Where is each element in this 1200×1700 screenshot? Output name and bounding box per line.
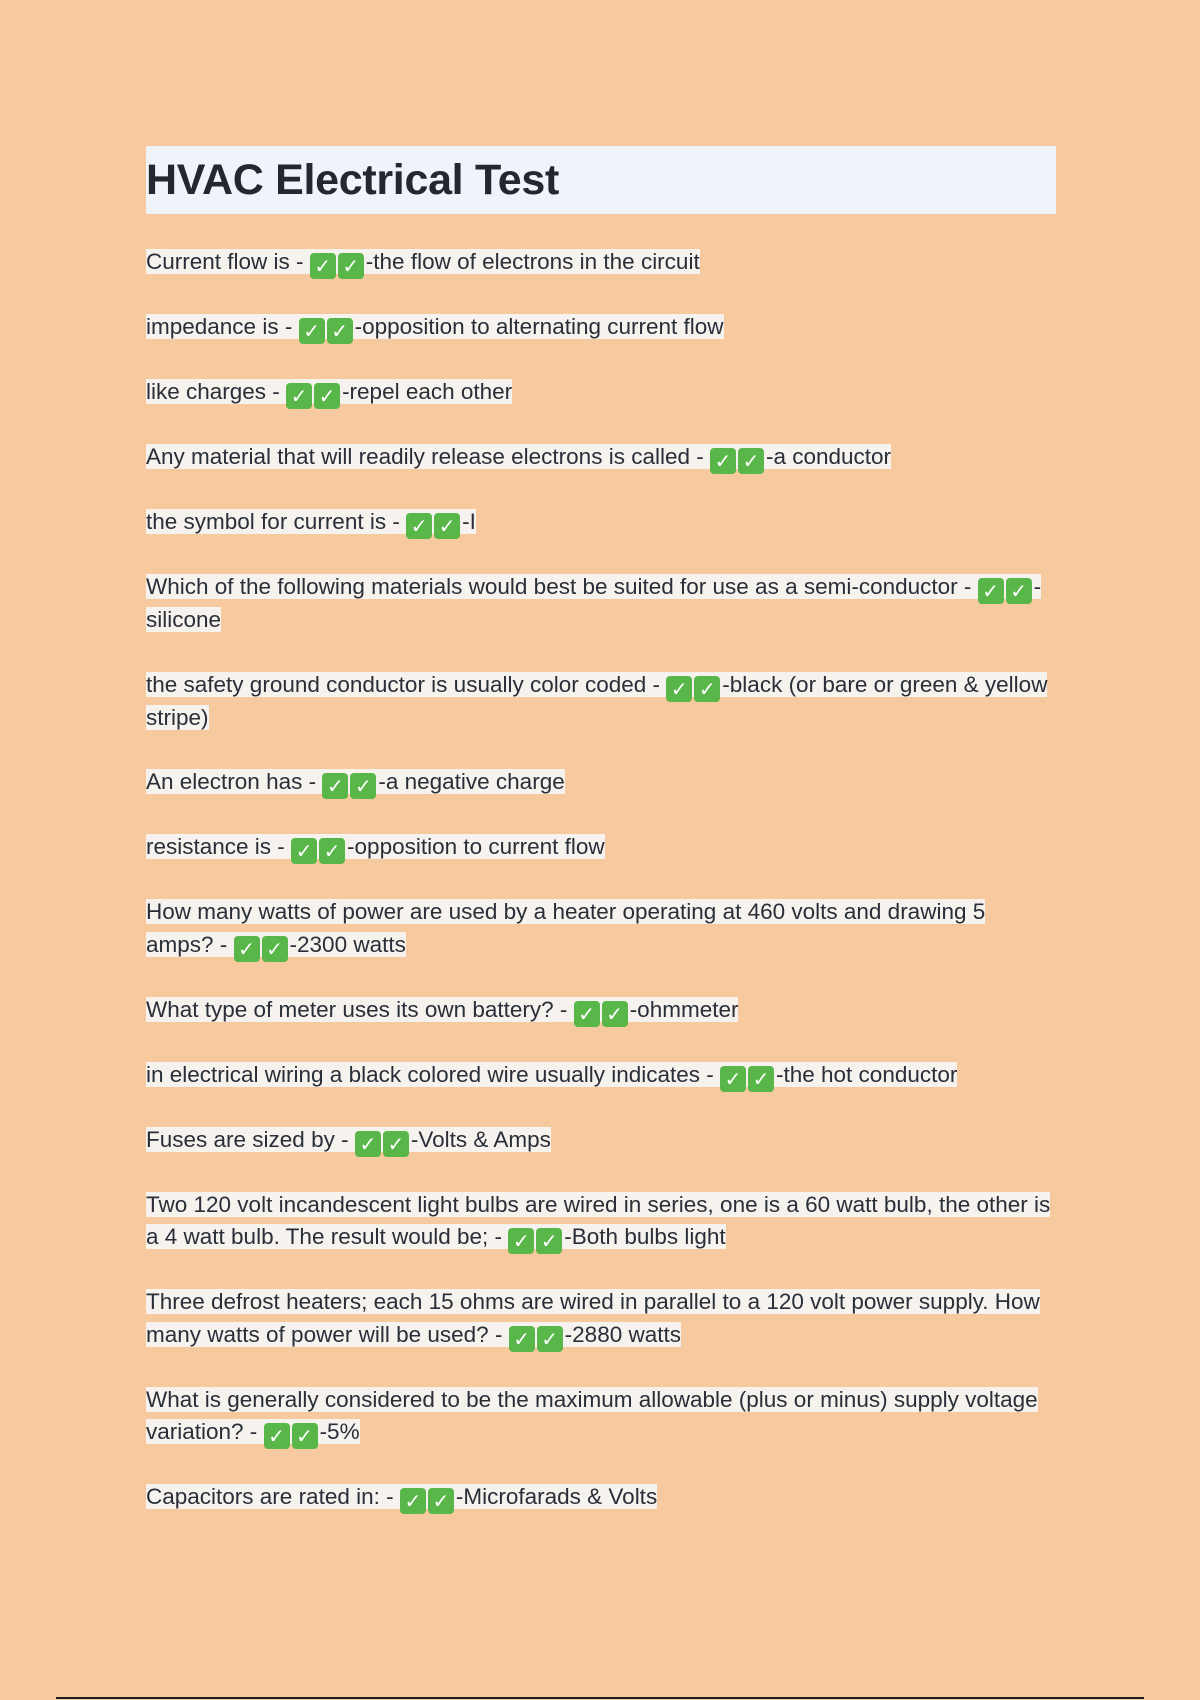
check-mark-icon: ✓ [720, 1066, 746, 1092]
qa-highlight [146, 444, 892, 473]
qa-item [146, 571, 1056, 637]
question-text: An electron has - [146, 769, 323, 794]
check-mark-icon: ✓ [314, 383, 340, 409]
question-text: in electrical wiring a black colored wire usually indicates - [146, 1061, 720, 1087]
qa-item [146, 506, 1056, 539]
question-text: Capacitors are rated in: - [146, 1484, 400, 1509]
qa-highlight [146, 996, 739, 1026]
answer-text: -silicone [146, 574, 1042, 632]
qa-item [146, 1481, 1056, 1514]
question-text: What type of meter uses its own battery? - [146, 996, 574, 1022]
qa-highlight [146, 1061, 958, 1091]
qa-highlight [146, 672, 1047, 730]
check-mark-icon: ✓ [319, 838, 345, 864]
qa-highlight [146, 379, 513, 408]
check-mark-icon: ✓ [299, 318, 325, 344]
check-mark-icon: ✓ [286, 383, 312, 409]
check-mark-icon: ✓ [710, 448, 736, 474]
check-mark-icon: ✓ [536, 1228, 562, 1254]
question-text: Which of the following materials would best be suited for use as a semi-conductor - [146, 574, 978, 599]
check-mark-icon: ✓ [338, 253, 364, 279]
qa-item [146, 311, 1056, 344]
question-text: resistance is - [146, 834, 292, 859]
qa-item [146, 441, 1056, 474]
answer-text: -repel each other [342, 379, 513, 404]
check-mark-icon: ✓ [291, 838, 317, 864]
check-mark-icon: ✓ [574, 1001, 600, 1027]
answer-text: -the flow of electrons in the circuit [365, 249, 700, 274]
check-mark-icon: ✓ [350, 773, 376, 799]
qa-highlight [146, 314, 724, 343]
qa-highlight [146, 834, 605, 863]
answer-text: -Both bulbs light [564, 1224, 726, 1249]
answer-text: -2300 watts [289, 931, 406, 957]
answer-text: -the hot conductor [776, 1061, 958, 1087]
qa-item [146, 376, 1056, 409]
qa-highlight [146, 899, 986, 961]
check-mark-icon: ✓ [509, 1326, 535, 1352]
check-mark-icon: ✓ [406, 513, 432, 539]
question-text: like charges - [146, 379, 287, 404]
answer-text: -black (or bare or green & yellow stripe) [146, 671, 1048, 730]
answer-text: -2880 watts [564, 1321, 681, 1347]
check-mark-icon: ✓ [738, 448, 764, 474]
question-text: the safety ground conductor is usually color coded - [146, 671, 667, 697]
check-mark-icon: ✓ [264, 1423, 290, 1449]
qa-item [146, 1189, 1056, 1255]
check-mark-icon: ✓ [1006, 578, 1032, 604]
qa-item [146, 831, 1056, 864]
check-mark-icon: ✓ [508, 1228, 534, 1254]
answer-text: -I [462, 509, 476, 534]
qa-highlight [146, 1484, 658, 1513]
answer-text: -a conductor [765, 444, 892, 469]
qa-highlight [146, 574, 1041, 632]
qa-highlight [146, 249, 700, 278]
title-bar [146, 146, 1056, 214]
check-mark-icon: ✓ [666, 676, 692, 702]
qa-item [146, 896, 1056, 962]
qa-highlight [146, 1191, 1051, 1253]
check-mark-icon: ✓ [383, 1131, 409, 1157]
answer-text: -ohmmeter [629, 996, 739, 1022]
qa-highlight [146, 769, 565, 798]
check-mark-icon: ✓ [748, 1066, 774, 1092]
page-title: HVAC Electrical Test [146, 155, 559, 204]
qa-item [146, 1384, 1056, 1450]
qa-item [146, 246, 1056, 279]
footer-divider [56, 1697, 1144, 1699]
answer-text: -a negative charge [378, 769, 565, 794]
answer-text: -Microfarads & Volts [455, 1484, 658, 1509]
question-text: Any material that will readily release electrons is called - [146, 444, 710, 469]
check-mark-icon: ✓ [537, 1326, 563, 1352]
check-mark-icon: ✓ [234, 936, 260, 962]
check-mark-icon: ✓ [602, 1001, 628, 1027]
answer-text: -5% [319, 1419, 360, 1444]
qa-highlight [146, 1126, 551, 1156]
question-text: Fuses are sized by - [146, 1126, 355, 1152]
check-mark-icon: ✓ [310, 253, 336, 279]
document-body [146, 146, 1056, 1546]
qa-highlight [146, 509, 476, 538]
qa-item [146, 669, 1056, 735]
check-mark-icon: ✓ [322, 773, 348, 799]
answer-text: -Volts & Amps [410, 1126, 551, 1152]
question-text: Three defrost heaters; each 15 ohms are wired in parallel to a 120 volt power supply. How many watts of power will be used? - [146, 1289, 1040, 1347]
answer-text: -opposition to current flow [347, 834, 605, 859]
qa-item [146, 766, 1056, 799]
question-text: Current flow is - [146, 249, 310, 274]
qa-highlight [146, 1289, 1040, 1351]
check-mark-icon: ✓ [978, 578, 1004, 604]
qa-list [146, 246, 1056, 1514]
check-mark-icon: ✓ [428, 1488, 454, 1514]
check-mark-icon: ✓ [262, 936, 288, 962]
qa-item [146, 1059, 1056, 1092]
check-mark-icon: ✓ [292, 1423, 318, 1449]
question-text: What is generally considered to be the maximum allowable (plus or minus) supply voltage variation? - [146, 1386, 1038, 1444]
check-mark-icon: ✓ [694, 676, 720, 702]
qa-item [146, 994, 1056, 1027]
check-mark-icon: ✓ [400, 1488, 426, 1514]
answer-text: -opposition to alternating current flow [354, 314, 724, 339]
qa-item [146, 1286, 1056, 1352]
qa-highlight [146, 1386, 1038, 1448]
check-mark-icon: ✓ [355, 1131, 381, 1157]
question-text: the symbol for current is - [146, 509, 407, 534]
check-mark-icon: ✓ [434, 513, 460, 539]
question-text: impedance is - [146, 314, 299, 339]
qa-item [146, 1124, 1056, 1157]
question-text: How many watts of power are used by a heater operating at 460 volts and drawing 5 amps? - [146, 899, 986, 957]
question-text: Two 120 volt incandescent light bulbs are wired in series, one is a 60 watt bulb, the other is a 4 watt bulb. The result would be; - [146, 1191, 1051, 1249]
check-mark-icon: ✓ [327, 318, 353, 344]
